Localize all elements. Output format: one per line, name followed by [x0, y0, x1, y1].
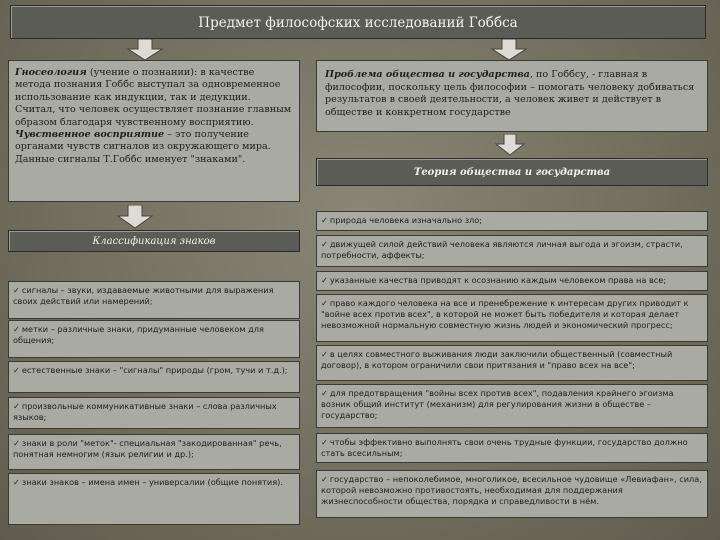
theory-item-text: в целях совместного выживания люди заключили общественный (совместный договор), в котором ограничили свои притязания и "право всех на все"; [321, 349, 673, 370]
theory-item-text: право каждого человека на все и пренебрежение к интересам других приводит к "войне всех против всех", в которой не может быть победителя и которая делает невозможной нормальную совместную жизнь людей и экономический прогресс; [321, 298, 689, 330]
epistemology-box [8, 60, 300, 202]
arrow-title-left [120, 39, 170, 61]
society-problem-text: , по Гоббсу, - главная в философии, поскольку цель философии – помогать человеку добиваться результатов в своей деятельности, а человек живет и действует в обществе и конкретном государстве [325, 69, 695, 118]
theory-item [316, 235, 708, 267]
check-icon: ✓ [321, 298, 328, 308]
check-icon: ✓ [321, 239, 328, 249]
check-icon: ✓ [13, 285, 20, 295]
sign-item [8, 397, 300, 429]
sign-item [8, 320, 300, 358]
theory-item-text: движущей силой действий человека являются личная выгода и эгоизм, страсти, потребности, аффекты; [321, 239, 683, 260]
sense-perception-term: Чувственное восприятие [15, 129, 165, 141]
theory-item-text: государство – непоколебимое, многоликое, всесильное чудовище «Левиафан», сила, которой невозможно противостоять, необходимая для поддержания жизнеспособности общества, порядка и справедливости в нём. [321, 474, 702, 506]
arrow-to-theory [490, 134, 530, 156]
check-icon: ✓ [321, 215, 328, 225]
society-problem-term: Проблема общества и государства [325, 69, 530, 80]
check-icon: ✓ [321, 349, 328, 359]
sign-item [8, 361, 300, 393]
epistemology-term: Гносеология [15, 67, 87, 78]
theory-item-text: чтобы эффективно выполнять свои очень трудные функции, государство должно стать всесильным; [321, 437, 688, 458]
theory-item [316, 345, 708, 381]
arrow-to-classification [110, 205, 160, 229]
theory-item [316, 470, 708, 518]
arrow-title-right [484, 39, 534, 61]
sense-perception-text: – это получение органами чувств сигналов из окружающего мира. Данные сигналы Т.Гоббс именует "знаками". [15, 129, 271, 165]
sign-item [8, 281, 300, 319]
check-icon: ✓ [13, 438, 20, 448]
classification-header: Классификация знаков [8, 230, 300, 252]
sign-item [8, 473, 300, 525]
check-icon: ✓ [321, 388, 328, 398]
epistemology-text: (учение о познании): в качестве метода познания Гоббс выступал за одновременное использование как индукции, так и дедукции. Считал, что человек осуществляет познание главным образом благодаря чувственному восприятию. [15, 67, 292, 128]
page-title: Предмет философских исследований Гоббса [10, 5, 706, 39]
check-icon: ✓ [321, 474, 328, 484]
theory-item [316, 271, 708, 291]
theory-header: Теория общества и государства [316, 158, 708, 186]
check-icon: ✓ [13, 401, 20, 411]
sign-item-text: сигналы – звуки, издаваемые животными для выражения своих действий или намерений; [13, 285, 274, 306]
theory-item [316, 384, 708, 428]
sign-item [8, 434, 300, 470]
theory-item [316, 433, 708, 463]
check-icon: ✓ [321, 275, 328, 285]
check-icon: ✓ [321, 437, 328, 447]
check-icon: ✓ [13, 324, 20, 334]
sign-item-text: произвольные коммуникативные знаки – слова различных языков; [13, 401, 277, 422]
theory-item-text: природа человека изначально зло; [329, 215, 483, 225]
sign-item-text: естественные знаки – "сигналы" природы (гром, тучи и т.д.); [21, 365, 288, 375]
sign-item-text: знаки в роли "меток"- специальная "закодированная" речь, понятная немногим (язык религии и др.); [13, 438, 282, 459]
theory-item-text: указанные качества приводят к осознанию каждым человеком права на все; [329, 275, 667, 285]
theory-item-text: для предотвращения "войны всех против всех", подавления крайнего эгоизма возник общий институт (механизм) для регулирования жизни в обществе – государство; [321, 388, 674, 420]
theory-item [316, 294, 708, 342]
check-icon: ✓ [13, 477, 20, 487]
sign-item-text: метки – различные знаки, придуманные человеком для общения; [13, 324, 264, 345]
theory-item [316, 211, 708, 231]
society-problem-box [316, 60, 708, 132]
check-icon: ✓ [13, 365, 20, 375]
sign-item-text: знаки знаков – имена имен – универсалии (общие понятия). [21, 477, 283, 487]
